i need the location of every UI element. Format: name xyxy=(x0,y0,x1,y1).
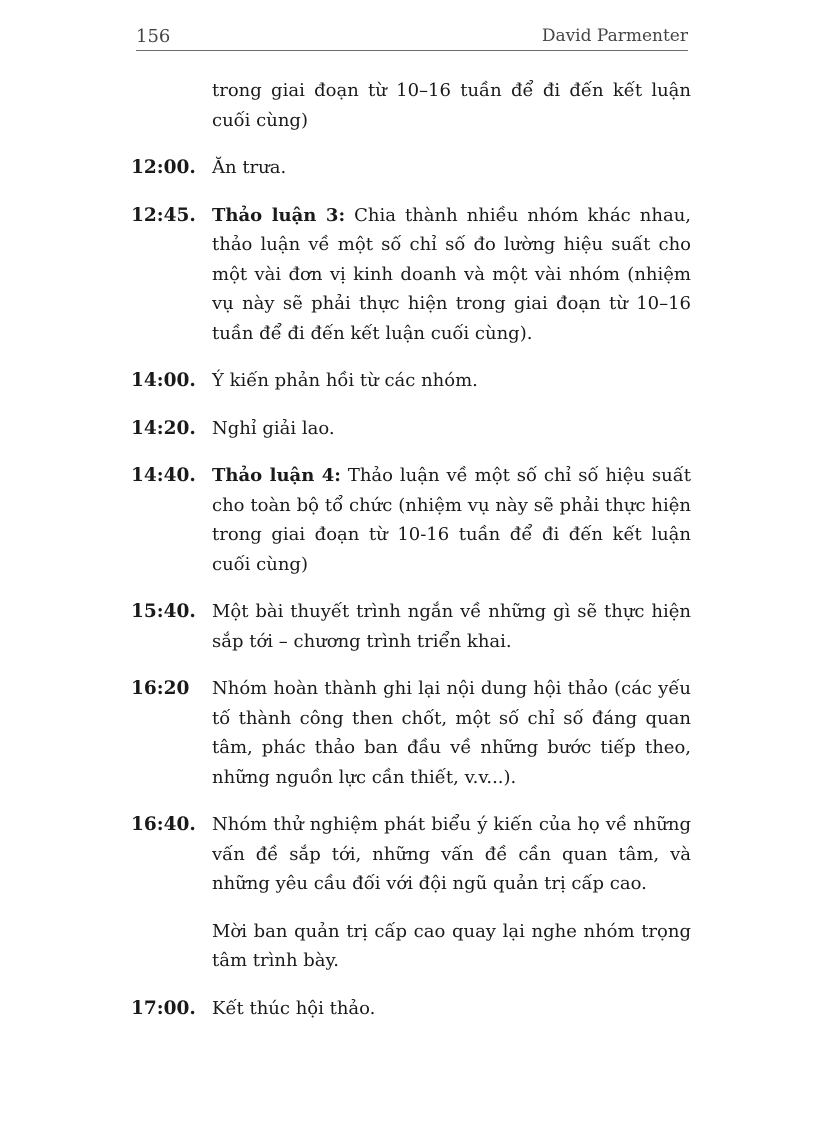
agenda-text: Ăn trưa. xyxy=(212,157,287,178)
agenda-time: 15:40. xyxy=(131,601,196,622)
discussion-lead: Thảo luận 4: xyxy=(212,465,341,486)
agenda-time: 16:40. xyxy=(131,814,196,835)
agenda-time: 16:20 xyxy=(131,678,190,699)
agenda-entry xyxy=(131,461,691,579)
agenda-description xyxy=(212,366,691,396)
agenda-entry xyxy=(131,674,691,792)
agenda-description xyxy=(212,810,691,899)
agenda-entry xyxy=(131,597,691,656)
agenda-content xyxy=(131,76,691,1041)
agenda-entry xyxy=(131,994,691,1024)
running-head: David Parmenter xyxy=(541,26,688,46)
agenda-description xyxy=(212,153,691,183)
agenda-time: 17:00. xyxy=(131,997,196,1019)
agenda-entry xyxy=(131,153,691,183)
agenda-entry xyxy=(131,810,691,899)
agenda-time: 14:00. xyxy=(131,370,196,391)
agenda-text: Nhóm hoàn thành ghi lại nội dung hội thảo (các yếu tố thành công then chốt, một số chỉ số đáng quan tâm, phác thảo ban đầu về những bước tiếp theo, những nguồn lực cần thiết, v.v...). xyxy=(212,678,691,788)
agenda-time: 14:40. xyxy=(131,465,196,486)
agenda-entry xyxy=(131,201,691,349)
agenda-text: Kết thúc hội thảo. xyxy=(212,997,376,1019)
agenda-text: Thảo luận về một số chỉ số hiệu suất cho toàn bộ tổ chức (nhiệm vụ này sẽ phải thực hiện trong giai đoạn từ 10-16 tuần để đi đến kết luận cuối cùng) xyxy=(212,465,691,575)
agenda-text: Nghỉ giải lao. xyxy=(212,417,335,439)
page-number: 156 xyxy=(136,26,171,47)
agenda-time: 14:20. xyxy=(131,417,196,439)
agenda-entry xyxy=(131,414,691,444)
continuation-text: trong giai đoạn từ 10–16 tuần để đi đến kết luận cuối cùng) xyxy=(212,80,691,131)
agenda-text: Một bài thuyết trình ngắn về những gì sẽ thực hiện sắp tới – chương trình triển khai. xyxy=(212,601,691,652)
agenda-time: 12:45. xyxy=(131,204,196,226)
discussion-lead: Thảo luận 3: xyxy=(212,204,346,226)
agenda-description xyxy=(212,414,691,444)
agenda-text: Chia thành nhiều nhóm khác nhau, thảo luận về một số chỉ số đo lường hiệu suất cho một vài đơn vị kinh doanh và một vài nhóm (nhiệm vụ này sẽ phải thực hiện trong giai đoạn từ 10–16 tuần để đi đến kết luận cuối cùng). xyxy=(212,204,692,344)
agenda-text: Ý kiến phản hồi từ các nhóm. xyxy=(212,370,478,391)
agenda-time: 12:00. xyxy=(131,157,196,178)
agenda-entry xyxy=(131,366,691,396)
follow-paragraph: Mời ban quản trị cấp cao quay lại nghe nhóm trọng tâm trình bày. xyxy=(212,920,691,971)
agenda-description xyxy=(212,597,691,656)
agenda-description xyxy=(212,674,691,792)
agenda-text: Nhóm thử nghiệm phát biểu ý kiến của họ về những vấn đề sắp tới, những vấn đề cần quan tâm, và những yêu cầu đối với đội ngũ quản trị cấp cao. xyxy=(212,814,691,894)
agenda-description xyxy=(212,461,691,579)
agenda-description xyxy=(212,994,691,1024)
agenda-description xyxy=(212,201,691,349)
page-header xyxy=(136,26,688,51)
